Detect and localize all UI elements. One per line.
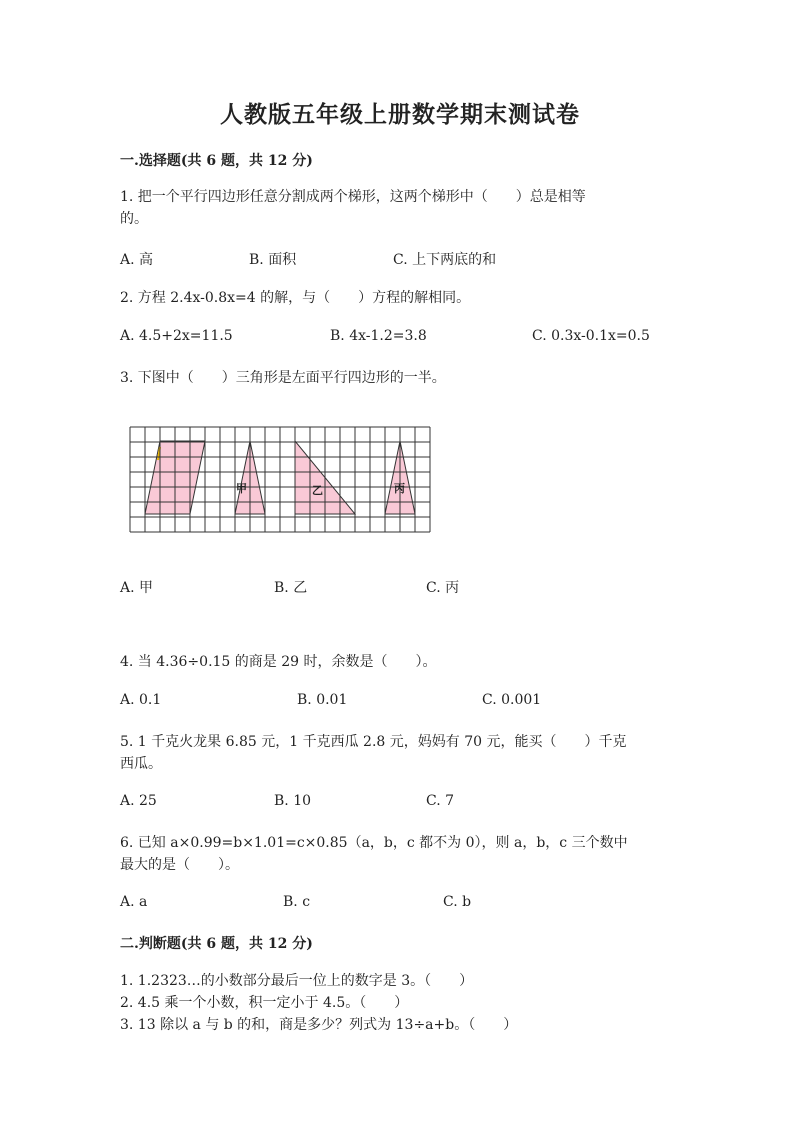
q2-option-c[interactable]: C. 0.3x-0.1x=0.5: [532, 328, 650, 344]
q4-option-a[interactable]: A. 0.1: [120, 692, 162, 708]
question-4: 4. 当 4.36÷0.15 的商是 29 时，余数是（ ）。: [120, 654, 437, 670]
q1-option-b[interactable]: B. 面积: [249, 252, 297, 268]
page-title: 人教版五年级上册数学期末测试卷: [220, 101, 580, 128]
q5-option-b[interactable]: B. 10: [274, 793, 312, 809]
q4-option-b[interactable]: B. 0.01: [297, 692, 348, 708]
q1-option-c[interactable]: C. 上下两底的和: [393, 252, 497, 268]
q6-option-b[interactable]: B. c: [283, 894, 311, 910]
question-6-line2: 最大的是（ ）。: [120, 857, 239, 873]
question-3: 3. 下图中（ ）三角形是左面平行四边形的一半。: [120, 370, 446, 386]
question-6: [120, 832, 690, 876]
q6-option-c[interactable]: C. b: [443, 894, 472, 910]
q2-option-b[interactable]: B. 4x-1.2=3.8: [330, 328, 427, 344]
grid-lines: [130, 427, 430, 532]
q3-option-c[interactable]: C. 丙: [426, 580, 460, 596]
section-heading-judgment: 二.判断题(共 6 题，共 12 分): [120, 936, 313, 952]
q3-option-b[interactable]: B. 乙: [274, 580, 308, 596]
q6-option-a[interactable]: A. a: [120, 894, 148, 910]
question-2: 2. 方程 2.4x-0.8x=4 的解，与（ ）方程的解相同。: [120, 290, 471, 306]
judgment-2: 2. 4.5 乘一个小数，积一定小于 4.5。（ ）: [120, 995, 409, 1011]
question-1: [120, 186, 680, 230]
q4-option-c[interactable]: C. 0.001: [482, 692, 542, 708]
label-jia: 甲: [236, 482, 247, 495]
question-5: [120, 731, 690, 775]
q1-option-a[interactable]: A. 高: [120, 252, 154, 268]
grid-figure: [126, 424, 438, 534]
label-yi: 乙: [312, 484, 323, 497]
question-1-line1: 1. 把一个平行四边形任意分割成两个梯形，这两个梯形中（ ）总是相等: [120, 189, 586, 205]
q2-option-a[interactable]: A. 4.5+2x=11.5: [120, 328, 233, 344]
judgment-1: 1. 1.2323…的小数部分最后一位上的数字是 3。（ ）: [120, 973, 474, 989]
q5-option-c[interactable]: C. 7: [426, 793, 455, 809]
section-heading-choice: 一.选择题(共 6 题，共 12 分): [120, 153, 313, 169]
q3-option-a[interactable]: A. 甲: [120, 580, 154, 596]
question-5-line1: 5. 1 千克火龙果 6.85 元，1 千克西瓜 2.8 元，妈妈有 70 元，能买（ ）千克: [120, 734, 627, 750]
question-5-line2: 西瓜。: [120, 756, 162, 772]
question-6-line1: 6. 已知 a×0.99=b×1.01=c×0.85（a，b，c 都不为 0），则 a，b，c 三个数中: [120, 835, 628, 851]
judgment-3: 3. 13 除以 a 与 b 的和，商是多少？列式为 13÷a+b。（ ）: [120, 1017, 518, 1033]
q5-option-a[interactable]: A. 25: [120, 793, 157, 809]
label-bing: 丙: [394, 482, 405, 495]
question-1-line2: 的。: [120, 211, 148, 227]
